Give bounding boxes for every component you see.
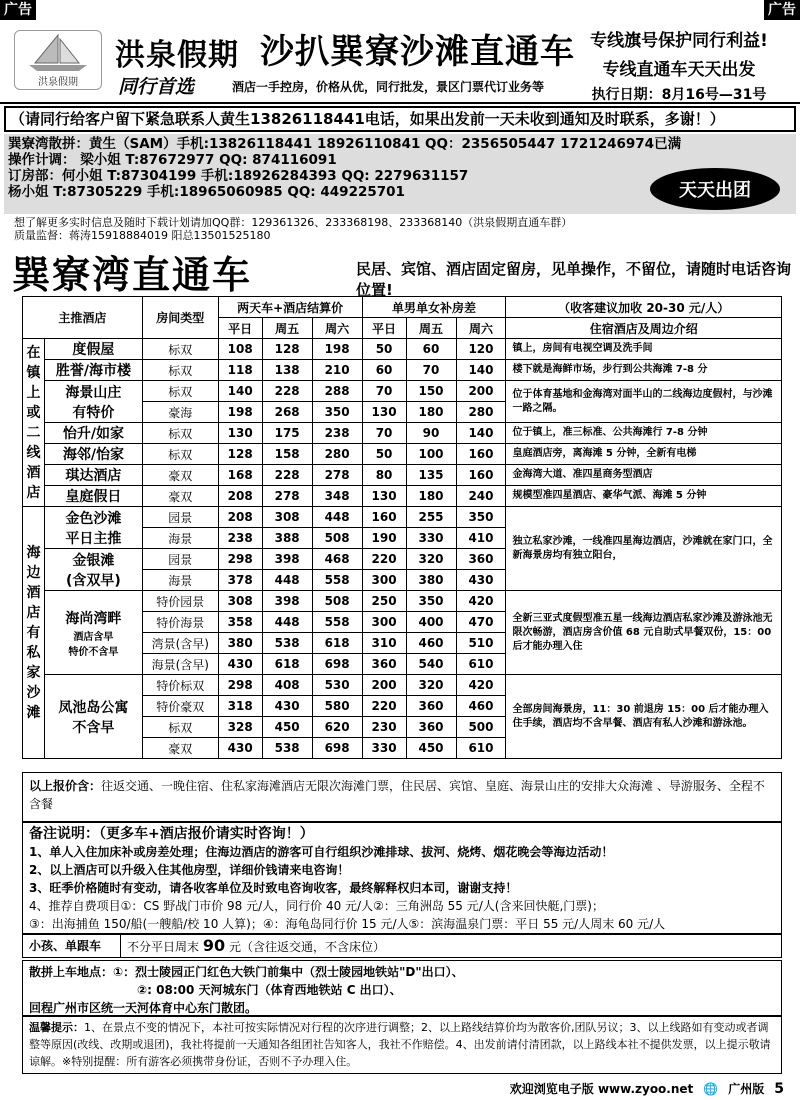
supplement-cell: 410 xyxy=(456,528,506,549)
hotel-name-note: (含双早) xyxy=(66,572,121,589)
supplement-cell: 360 xyxy=(362,654,406,675)
header-friday: 周五 xyxy=(262,318,312,339)
price-cell: 450 xyxy=(262,717,312,738)
supplement-cell: 60 xyxy=(362,360,406,381)
tagline: 同行首选 xyxy=(118,76,195,98)
supplement-cell: 300 xyxy=(362,570,406,591)
price-cell: 358 xyxy=(218,612,262,633)
supplement-cell: 220 xyxy=(362,696,406,717)
daily-departure-badge: 天天出团 xyxy=(650,168,780,210)
supplement-cell: 200 xyxy=(362,675,406,696)
price-cell: 298 xyxy=(218,675,262,696)
supplement-cell: 430 xyxy=(456,570,506,591)
room-type: 豪海 xyxy=(142,402,218,423)
price-cell: 448 xyxy=(262,570,312,591)
supplement-cell: 160 xyxy=(456,465,506,486)
hotel-desc: 规模型准四星酒店、豪华气派、海滩 5 分钟 xyxy=(506,486,782,507)
quality-supervision: 质量监督：蒋涛15918884019 阳总13501525180 xyxy=(14,229,271,242)
price-cell: 558 xyxy=(312,612,362,633)
price-cell: 278 xyxy=(262,486,312,507)
price-cell: 408 xyxy=(262,675,312,696)
ad-label-left: 广告 xyxy=(0,0,36,20)
price-cell: 380 xyxy=(218,633,262,654)
table-row xyxy=(23,360,782,381)
price-cell: 288 xyxy=(312,381,362,402)
price-cell: 698 xyxy=(312,654,362,675)
ad-label-right: 广告 xyxy=(764,0,800,20)
price-cell: 168 xyxy=(218,465,262,486)
price-cell: 278 xyxy=(312,465,362,486)
hotel-desc: 位于体育基地和金海湾对面半山的二线海边度假村，与沙滩一路之隔。 xyxy=(506,381,782,423)
hotel-desc: 楼下就是海鲜市场，步行到公共海滩 7-8 分 xyxy=(506,360,782,381)
hotel-name: 度假屋 xyxy=(44,339,142,360)
price-cell: 238 xyxy=(312,423,362,444)
supplement-cell: 70 xyxy=(406,360,456,381)
hotel-desc: 皇庭酒店旁，离海滩 5 分钟，全新有电梯 xyxy=(506,444,782,465)
price-cell: 620 xyxy=(312,717,362,738)
table-row xyxy=(23,675,782,696)
table-row xyxy=(23,444,782,465)
price-cell: 208 xyxy=(218,507,262,528)
header-saturday: 周六 xyxy=(312,318,362,339)
supplement-cell: 70 xyxy=(362,423,406,444)
contact-line: 巽寮湾散拼：黄生（SAM）手机:13826118441 18926110841 QQ：2356505447 1721246974已满 xyxy=(8,136,682,152)
hotel-name: 胜誉/海市楼 xyxy=(44,360,142,381)
room-type: 特价豪双 xyxy=(142,696,218,717)
globe-icon: 🌐 xyxy=(703,1081,719,1096)
hotel-name-main: 海尚湾畔 xyxy=(65,610,122,627)
tips-label: 温馨提示： xyxy=(29,1021,84,1034)
hotel-name-note: 酒店含早 xyxy=(73,631,114,643)
price-cell: 508 xyxy=(312,528,362,549)
price-cell: 430 xyxy=(262,696,312,717)
room-type: 豪双 xyxy=(142,486,218,507)
header-price-group: 两天车+酒店结算价 xyxy=(218,297,362,318)
hotel-name-note: 特价不含早 xyxy=(68,646,119,658)
supplement-cell: 360 xyxy=(456,549,506,570)
room-type: 标双 xyxy=(142,360,218,381)
price-cell: 130 xyxy=(218,423,262,444)
qq-groups: 想了解更多实时信息及随时下载计划请加QQ群：129361326、233368198、233368140（洪泉假期直通车群） xyxy=(14,216,573,229)
supplement-cell: 50 xyxy=(362,444,406,465)
header-desc: 住宿酒店及周边介绍 xyxy=(506,318,782,339)
supplement-cell: 610 xyxy=(456,738,506,759)
supplement-cell: 460 xyxy=(406,633,456,654)
header-single-group: 单男单女补房差 xyxy=(362,297,506,318)
room-type: 豪双 xyxy=(142,738,218,759)
brand-name: 洪泉假期 xyxy=(115,38,239,73)
supplement-cell: 80 xyxy=(362,465,406,486)
side-label-beach: 海边酒店有私家沙滩 xyxy=(23,507,45,759)
tagline-sub: 酒店一手控房，价格从优，同行批发，景区门票代订业务等 xyxy=(232,80,545,94)
supplement-cell: 100 xyxy=(406,444,456,465)
hotel-name-note: 不含早 xyxy=(72,719,115,736)
hotel-name-main: 金色沙滩 xyxy=(65,510,122,527)
price-cell: 308 xyxy=(218,591,262,612)
child-text-b: 元（含往返交通，不含床位） xyxy=(228,940,385,954)
price-cell: 378 xyxy=(218,570,262,591)
price-cell: 538 xyxy=(262,738,312,759)
price-cell: 530 xyxy=(312,675,362,696)
header-right-line3: 执行日期：8月16号—31号 xyxy=(591,87,767,103)
room-type: 园景 xyxy=(142,507,218,528)
supplement-cell: 420 xyxy=(456,675,506,696)
header-saturday: 周六 xyxy=(456,318,506,339)
section-subtitle: 民居、宾馆、酒店固定留房，见单操作，不留位，请随时电话咨询位置! xyxy=(356,260,792,299)
hotel-desc: 镇上，房间有电视空调及洗手间 xyxy=(506,339,782,360)
supplement-cell: 470 xyxy=(456,612,506,633)
emergency-notice: （请同行给客户留下紧急联系人黄生13826118441电话，如果出发前一天未收到通知及时联系，多谢！） xyxy=(4,106,796,132)
header-right-line2: 专线直通车天天出发 xyxy=(602,60,756,80)
table-row xyxy=(23,339,782,360)
price-cell: 508 xyxy=(312,591,362,612)
header-friday: 周五 xyxy=(406,318,456,339)
header-title: 沙扒巽寮沙滩直通车 xyxy=(260,32,575,72)
supplement-cell: 70 xyxy=(362,381,406,402)
hotel-name-main: 金银滩 xyxy=(72,552,115,569)
supplement-cell: 330 xyxy=(406,528,456,549)
header-weekday: 平日 xyxy=(218,318,262,339)
supplement-cell: 50 xyxy=(362,339,406,360)
table-row xyxy=(23,381,782,402)
supplement-cell: 320 xyxy=(406,549,456,570)
price-cell: 210 xyxy=(312,360,362,381)
table-row xyxy=(23,591,782,612)
price-cell: 238 xyxy=(218,528,262,549)
header-right xyxy=(564,26,794,104)
pickup-line: ①：烈士陵园正门红色大铁门前集中（烈士陵园地铁站"D"出口）、 xyxy=(113,965,464,979)
price-cell: 158 xyxy=(262,444,312,465)
hotel-name xyxy=(44,507,142,549)
hotel-name xyxy=(44,675,142,759)
supplement-cell: 510 xyxy=(456,633,506,654)
supplement-cell: 330 xyxy=(362,738,406,759)
supplement-cell: 380 xyxy=(406,570,456,591)
price-cell: 318 xyxy=(218,696,262,717)
room-type: 海景(含早) xyxy=(142,654,218,675)
footer-edition: 广州版 xyxy=(728,1082,765,1096)
supplement-cell: 450 xyxy=(406,738,456,759)
hotel-desc: 位于镇上，准三标准、公共海滩行 7-8 分钟 xyxy=(506,423,782,444)
price-cell: 128 xyxy=(218,444,262,465)
hotel-desc: 独立私家沙滩，一线准四星海边酒店，沙滩就在家门口，全新海景房均有独立阳台， xyxy=(506,507,782,591)
price-cell: 430 xyxy=(218,738,262,759)
supplement-cell: 135 xyxy=(406,465,456,486)
price-cell: 538 xyxy=(262,633,312,654)
supplement-cell: 360 xyxy=(406,717,456,738)
tips-text: 1、在景点不变的情况下，本社可按实际情况对行程的次序进行调整；2、以上路线结算价均为散客价,团队另议；3、以上线路如有变动或者调整等原因(改线、改期或退团)，我社将提前一天通知各组团社告知客人，我社不作赔偿。4、出发前请付清团款，以上路线本社不提供发票，以上提示敬请谅解。※特别提醒：所有游客必须携带身份证，否则不予办理入住。 xyxy=(29,1021,771,1068)
supplement-cell: 420 xyxy=(456,591,506,612)
sailboat-icon xyxy=(23,33,93,73)
remark-line: 3、旺季价格随时有变动，请各收客单位及时致电咨询收客，最终解释权归本司，谢谢支持！ xyxy=(29,881,518,895)
room-type: 特价标双 xyxy=(142,675,218,696)
price-cell: 388 xyxy=(262,528,312,549)
supplement-cell: 310 xyxy=(362,633,406,654)
included-label: 以上报价含： xyxy=(29,779,102,793)
price-cell: 698 xyxy=(312,738,362,759)
supplement-cell: 90 xyxy=(406,423,456,444)
hotel-name-note: 平日主推 xyxy=(65,530,122,547)
supplement-cell: 160 xyxy=(456,444,506,465)
supplement-cell: 230 xyxy=(362,717,406,738)
hotel-name xyxy=(44,591,142,675)
supplement-cell: 300 xyxy=(362,612,406,633)
price-cell: 308 xyxy=(262,507,312,528)
supplement-cell: 60 xyxy=(406,339,456,360)
supplement-cell: 460 xyxy=(456,696,506,717)
hotel-name-note: 有特价 xyxy=(72,404,115,421)
child-price-row xyxy=(22,934,782,958)
footer-text: 欢迎浏览电子版 www.zyoo.net xyxy=(509,1082,694,1096)
price-cell: 448 xyxy=(312,507,362,528)
supplement-cell: 280 xyxy=(456,402,506,423)
price-cell: 398 xyxy=(262,549,312,570)
remark-line: 4、推荐自费项目①：CS 野战门市价 98 元/人，同行价 40 元/人②：三角洲岛 55 元/人(含来回快艇,门票)； xyxy=(29,899,604,913)
hotel-name: 怡升/如家 xyxy=(44,423,142,444)
hotel-name-main: 凤池岛公寓 xyxy=(58,699,129,716)
hotel-name xyxy=(44,549,142,591)
page-number: 5 xyxy=(774,1080,784,1097)
header-hotel: 主推酒店 xyxy=(23,297,143,339)
child-label: 小孩、单跟车 xyxy=(23,935,121,957)
price-cell: 580 xyxy=(312,696,362,717)
price-cell: 175 xyxy=(262,423,312,444)
table-row xyxy=(23,486,782,507)
hotel-desc: 全新三亚式度假型准五星一线海边酒店私家沙滩及游泳池无限次畅游，酒店房含价值 68 元自助式早餐双份，15：00 后才能办理入住 xyxy=(506,591,782,675)
supplement-cell: 610 xyxy=(456,654,506,675)
remark-line: 1、单人入住加床补或房差处理；住海边酒店的游客可自行组织沙滩排球、拔河、烧烤、烟花晚会等海边活动！ xyxy=(29,845,614,859)
remark-line: 2、以上酒店可以升级入住其他房型，详细价钱请来电咨询！ xyxy=(29,863,350,877)
section-title: 巽寮湾直通车 xyxy=(12,252,253,297)
child-price-value: 90 xyxy=(202,936,226,955)
price-cell: 558 xyxy=(312,570,362,591)
pickup-locations xyxy=(22,960,782,1016)
price-cell: 328 xyxy=(218,717,262,738)
hotel-name xyxy=(44,381,142,423)
table-row xyxy=(23,423,782,444)
table-row xyxy=(23,507,782,528)
supplement-cell: 500 xyxy=(456,717,506,738)
supplement-cell: 180 xyxy=(406,402,456,423)
price-cell: 118 xyxy=(218,360,262,381)
pickup-line: ②: 08:00 天河城东门（体育西地铁站 C 出口）、 xyxy=(137,983,402,997)
room-type: 海景 xyxy=(142,570,218,591)
pickup-label: 散拼上车地点： xyxy=(29,965,114,979)
logo-text: 洪泉假期 xyxy=(38,76,78,88)
supplement-cell: 180 xyxy=(406,486,456,507)
supplement-cell: 360 xyxy=(406,696,456,717)
supplement-cell: 220 xyxy=(362,549,406,570)
room-type: 湾景(含早) xyxy=(142,633,218,654)
price-table xyxy=(22,296,782,759)
supplement-cell: 160 xyxy=(362,507,406,528)
child-text-a: 不分平日周末 xyxy=(127,940,200,954)
price-cell: 140 xyxy=(218,381,262,402)
supplement-cell: 250 xyxy=(362,591,406,612)
header-room: 房间类型 xyxy=(142,297,218,339)
price-cell: 618 xyxy=(312,633,362,654)
brand-logo xyxy=(14,30,102,90)
divider xyxy=(0,102,800,104)
header-right-line1: 专线旗号保护同行利益! xyxy=(590,31,768,51)
remarks-title: 备注说明：（更多车+酒店报价请实时咨询！） xyxy=(29,826,314,842)
side-label-town: 在镇上或二线酒店 xyxy=(23,339,45,507)
price-cell: 128 xyxy=(262,339,312,360)
price-cell: 228 xyxy=(262,381,312,402)
price-cell: 430 xyxy=(218,654,262,675)
price-cell: 228 xyxy=(262,465,312,486)
price-cell: 448 xyxy=(262,612,312,633)
room-type: 园景 xyxy=(142,549,218,570)
supplement-cell: 350 xyxy=(406,591,456,612)
hotel-desc: 金海湾大道、准四星商务型酒店 xyxy=(506,465,782,486)
supplement-cell: 540 xyxy=(406,654,456,675)
supplement-cell: 140 xyxy=(456,360,506,381)
supplement-cell: 350 xyxy=(456,507,506,528)
tips-block xyxy=(22,1016,782,1074)
supplement-cell: 400 xyxy=(406,612,456,633)
child-price xyxy=(121,935,385,957)
price-cell: 268 xyxy=(262,402,312,423)
room-type: 特价园景 xyxy=(142,591,218,612)
hotel-name: 海邻/怡家 xyxy=(44,444,142,465)
price-cell: 468 xyxy=(312,549,362,570)
price-cell: 348 xyxy=(312,486,362,507)
price-cell: 398 xyxy=(262,591,312,612)
supplement-cell: 190 xyxy=(362,528,406,549)
price-cell: 198 xyxy=(312,339,362,360)
included-items xyxy=(22,772,782,822)
room-type: 标双 xyxy=(142,339,218,360)
header-fee-group: （收客建议加收 20-30 元/人） xyxy=(506,297,782,318)
hotel-name-main: 海景山庄 xyxy=(65,384,122,401)
supplement-cell: 150 xyxy=(406,381,456,402)
supplement-cell: 130 xyxy=(362,402,406,423)
qq-note xyxy=(14,216,572,242)
remark-line: ③：出海捕鱼 150/船(一艘船/校 10 人算)；④：海龟岛同行价 15 元/人⑤：滨海温泉门票：平日 55 元/人周末 60 元/人 xyxy=(29,917,666,931)
supplement-cell: 320 xyxy=(406,675,456,696)
room-type: 标双 xyxy=(142,423,218,444)
supplement-cell: 255 xyxy=(406,507,456,528)
contact-line: 订房部：何小姐 T:87304199 手机:18926284393 QQ: 2279631157 xyxy=(8,168,469,184)
return-line: 回程广州市区统一天河体育中心东门散团。 xyxy=(29,1001,258,1015)
supplement-cell: 120 xyxy=(456,339,506,360)
contact-line: 操作计调： 梁小姐 T:87672977 QQ: 874116091 xyxy=(8,152,337,168)
price-cell: 298 xyxy=(218,549,262,570)
hotel-name: 皇庭假日 xyxy=(44,486,142,507)
price-cell: 138 xyxy=(262,360,312,381)
price-cell: 108 xyxy=(218,339,262,360)
room-type: 海景 xyxy=(142,528,218,549)
hotel-desc: 全部房间海景房，11：30 前退房 15：00 后才能办理入住手续，酒店均不含早餐、酒店有私人沙滩和游泳池。 xyxy=(506,675,782,759)
price-cell: 208 xyxy=(218,486,262,507)
price-cell: 618 xyxy=(262,654,312,675)
price-cell: 280 xyxy=(312,444,362,465)
footer xyxy=(510,1080,784,1097)
price-cell: 350 xyxy=(312,402,362,423)
supplement-cell: 200 xyxy=(456,381,506,402)
table-row xyxy=(23,465,782,486)
supplement-cell: 140 xyxy=(456,423,506,444)
room-type: 豪双 xyxy=(142,465,218,486)
included-text: 往返交通、一晚住宿、住私家海滩酒店无限次海滩门票，住民居、宾馆、皇庭、海景山庄的安排大众海滩 、导游服务、全程不含餐 xyxy=(29,779,765,811)
price-cell: 198 xyxy=(218,402,262,423)
room-type: 标双 xyxy=(142,381,218,402)
hotel-name: 琪达酒店 xyxy=(44,465,142,486)
room-type: 特价海景 xyxy=(142,612,218,633)
room-type: 标双 xyxy=(142,444,218,465)
supplement-cell: 130 xyxy=(362,486,406,507)
header-weekday: 平日 xyxy=(362,318,406,339)
room-type: 标双 xyxy=(142,717,218,738)
supplement-cell: 240 xyxy=(456,486,506,507)
contact-line: 杨小姐 T:87305229 手机:18965060985 QQ: 449225701 xyxy=(8,184,405,200)
remarks-block xyxy=(22,822,782,934)
